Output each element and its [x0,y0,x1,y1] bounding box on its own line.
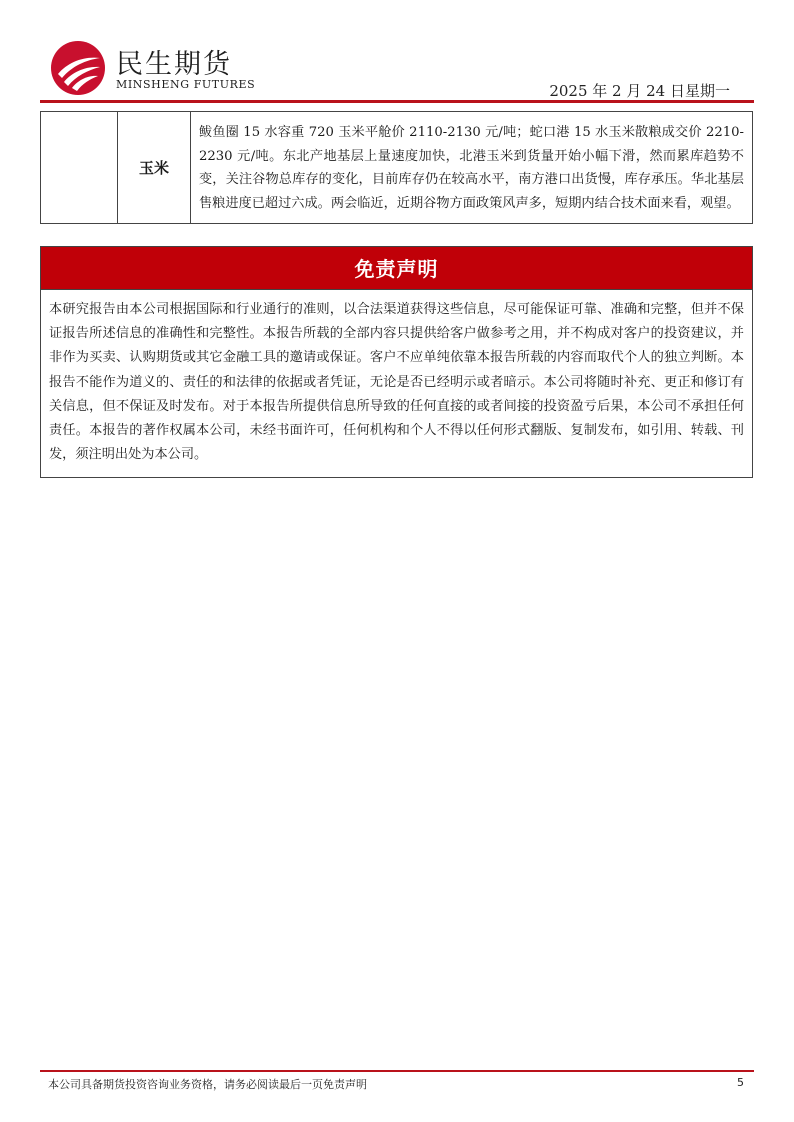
commodity-analysis: 鲅鱼圈 15 水容重 720 玉米平舱价 2110-2130 元/吨；蛇口港 15 水玉米散粮成交价 2210-2230 元/吨。东北产地基层上量速度加快，北港玉米到货量开始小幅下滑，然而累库趋势不变，关注谷物总库存的变化，目前库存仍在较高水平，南方港口出货慢，库存承压。华北基层售粮进度已超过六成。两会临近，近期谷物方面政策风声多，短期内结合技术面来看，观望。 [191,112,753,224]
header-divider [40,100,754,103]
commodity-label: 玉米 [118,112,191,224]
disclaimer-title: 免责声明 [41,247,752,290]
brand-name-cn: 民生期货 [116,49,232,80]
footer-notice: 本公司具备期货投资咨询业务资格，请务必阅读最后一页免责声明 [48,1078,367,1091]
disclaimer-section [40,246,753,478]
report-date: 2025 年 2 月 24 日星期一 [549,82,730,100]
brand-name-en: MINSHENG FUTURES [116,78,256,91]
table-row [41,112,753,224]
commodity-table [40,111,753,224]
footer-divider [40,1070,754,1072]
category-cell [41,112,118,224]
minsheng-logo-icon [50,40,106,96]
page-header [40,38,754,104]
disclaimer-body: 本研究报告由本公司根据国际和行业通行的准则，以合法渠道获得这些信息，尽可能保证可靠、准确和完整，但并不保证报告所述信息的准确性和完整性。本报告所载的全部内容只提供给客户做参考之用，并不构成对客户的投资建议，并非作为买卖、认购期货或其它金融工具的邀请或保证。客户不应单纯依靠本报告所载的内容而取代个人的独立判断。本报告不能作为道义的、责任的和法律的依据或者凭证，无论是否已经明示或者暗示。本公司将随时补充、更正和修订有关信息，但不保证及时发布。对于本报告所提供信息所导致的任何直接的或者间接的投资盈亏后果，本公司不承担任何责任。本报告的著作权属本公司，未经书面许可，任何机构和个人不得以任何形式翻版、复制发布，如引用、转载、刊发，须注明出处为本公司。 [49,302,744,463]
page-number: 5 [737,1076,744,1089]
